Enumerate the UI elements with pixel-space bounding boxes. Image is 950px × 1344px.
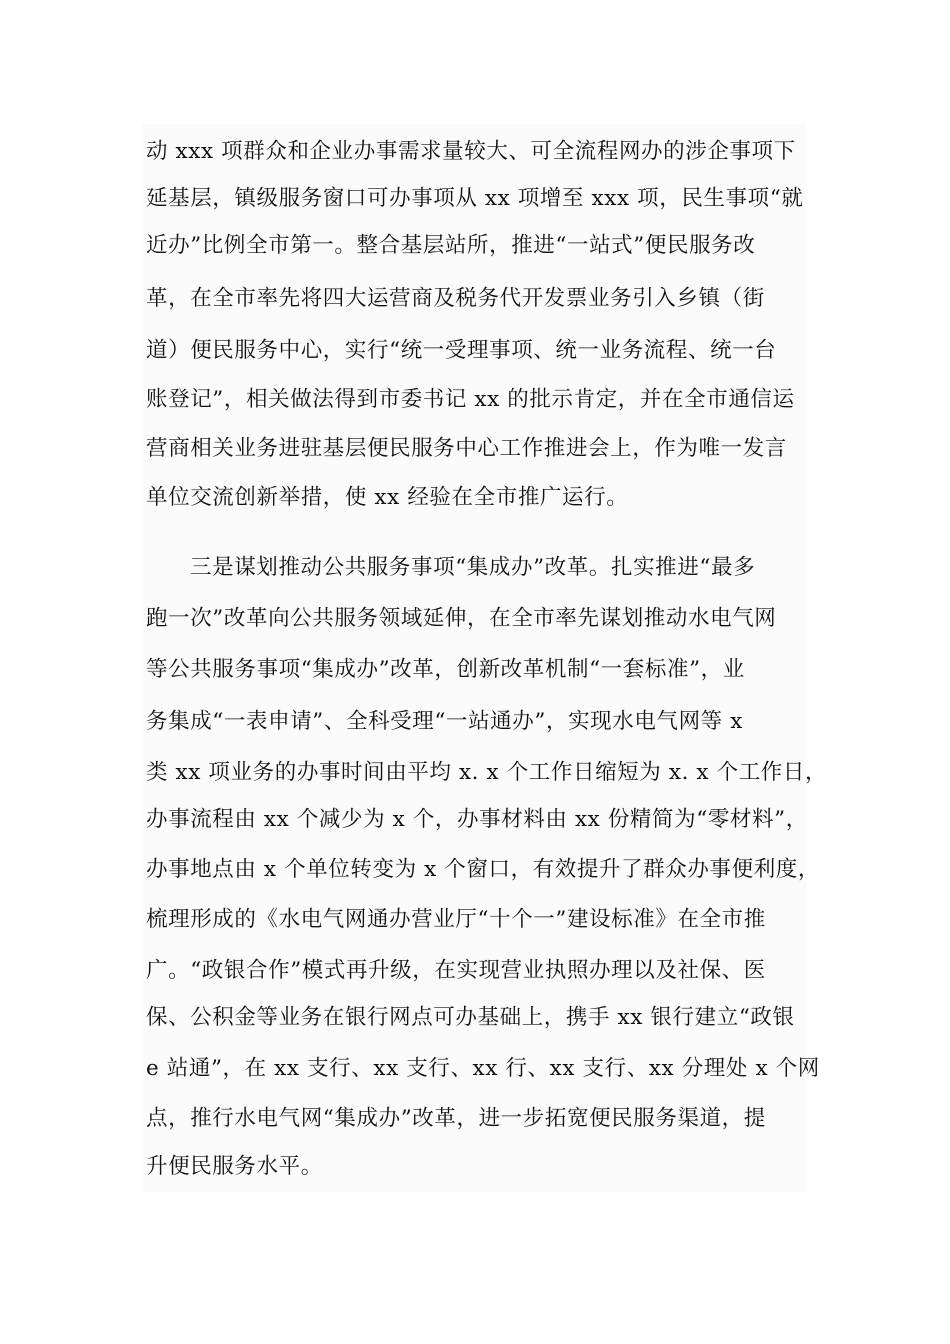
text-line: 广。“政银合作”模式再升级，在实现营业执照办理以及社保、医 (146, 958, 766, 983)
text-line: 账登记”，相关做法得到市委书记 xx 的批示肯定，并在全市通信运 (146, 387, 795, 412)
text-line: 等公共服务事项“集成办”改革，创新改革机制“一套标准”，业 (146, 657, 745, 682)
text-line: 延基层，镇级服务窗口可办事项从 xx 项增至 xxx 项，民生事项“就 (146, 186, 804, 211)
text-line: 点，推行水电气网“集成办”改革，进一步拓宽便民服务渠道，提 (146, 1106, 766, 1131)
text-line: 梳理形成的《水电气网通办营业厅“十个一”建设标准》在全市推 (146, 907, 766, 932)
text-line: 动 xxx 项群众和企业办事需求量较大、可全流程网办的涉企事项下 (146, 139, 796, 164)
text-line: 道）便民服务中心，实行“统一受理事项、统一业务流程、统一台 (146, 338, 777, 363)
text-line: 保、公积金等业务在银行网点可办基础上，携手 xx 银行建立“政银 (146, 1005, 795, 1030)
text-line: 跑一次”改革向公共服务领域延伸，在全市率先谋划推动水电气网 (146, 606, 777, 631)
text-line: 类 xx 项业务的办事时间由平均 x. x 个工作日缩短为 x. x 个工作日， (146, 760, 828, 785)
document-body (142, 124, 828, 1192)
text-line: 营商相关业务进驻基层便民服务中心工作推进会上，作为唯一发言 (146, 436, 787, 461)
text-line: 革，在全市率先将四大运营商及税务代开发票业务引入乡镇（街 (146, 286, 765, 311)
text-line: 务集成“一表申请”、全科受理“一站通办”，实现水电气网等 x (146, 709, 743, 734)
text-line: 单位交流创新举措，使 xx 经验在全市推广运行。 (146, 485, 629, 510)
text-line: 办事地点由 x 个单位转变为 x 个窗口，有效提升了群众办事便利度， (146, 857, 820, 882)
text-line: e 站通”，在 xx 支行、xx 支行、xx 行、xx 支行、xx 分理处 x 个网 (146, 1056, 820, 1081)
text-line: 三是谋划推动公共服务事项“集成办”改革。扎实推进“最多 (190, 555, 756, 580)
text-line: 升便民服务水平。 (146, 1154, 323, 1179)
text-line: 办事流程由 xx 个减少为 x 个，办事材料由 xx 份精简为“零材料”， (146, 807, 808, 832)
text-line: 近办”比例全市第一。整合基层站所，推进“一站式”便民服务改 (146, 233, 756, 258)
